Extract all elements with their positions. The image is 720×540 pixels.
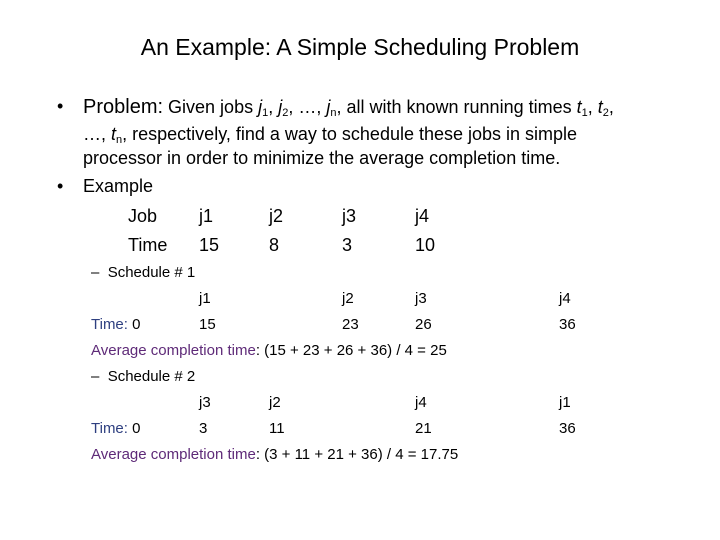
problem-label: Problem: xyxy=(83,96,164,118)
subscript: 2 xyxy=(602,107,609,119)
schedule-1-label: Schedule # 1 xyxy=(107,264,196,281)
time-start: 0 xyxy=(132,420,141,437)
table-cell-time-j2: 8 xyxy=(269,235,280,255)
subscript: 1 xyxy=(262,107,269,119)
job-symbol: j xyxy=(258,97,263,117)
schedule-1-time-4: 36 xyxy=(559,316,576,333)
schedule-2-job-1: j3 xyxy=(199,394,211,411)
average-label: Average completion time xyxy=(91,446,256,463)
table-cell-time-j4: 10 xyxy=(415,235,436,255)
time-label: Time: xyxy=(91,420,128,437)
bullet-example-marker: • xyxy=(57,176,64,196)
schedule-2-time-row-label xyxy=(91,420,140,437)
table-header-job: Job xyxy=(128,206,158,226)
table-header-j3: j3 xyxy=(342,206,357,226)
time-symbol: t xyxy=(597,97,603,117)
schedule-2-time-4: 36 xyxy=(559,420,576,437)
bullet-problem-marker: • xyxy=(57,96,64,116)
table-header-j4: j4 xyxy=(415,206,430,226)
schedule-1-time-row-label xyxy=(91,316,140,333)
comma: , xyxy=(608,97,614,117)
schedule-1-heading xyxy=(91,264,195,281)
table-row-label-time: Time xyxy=(128,235,168,255)
schedule-2-job-2: j2 xyxy=(269,394,281,411)
problem-line-2 xyxy=(83,124,577,145)
average-formula: : (3 + 11 + 21 + 36) / 4 = 17.75 xyxy=(255,446,459,463)
time-start: 0 xyxy=(132,316,141,333)
schedule-2-heading xyxy=(91,368,195,385)
problem-line-1 xyxy=(83,96,614,119)
subscript: 2 xyxy=(282,107,289,119)
dash: – xyxy=(91,264,100,281)
table-header-j2: j2 xyxy=(269,206,284,226)
comma: , xyxy=(268,97,279,117)
time-symbol: t xyxy=(111,124,117,144)
subscript: n xyxy=(116,134,123,146)
schedule-2-average xyxy=(91,446,458,463)
example-label: Example xyxy=(83,176,154,196)
schedule-2-time-3: 21 xyxy=(415,420,432,437)
subscript: n xyxy=(330,107,337,119)
comma: , xyxy=(587,97,598,117)
time-symbol: t xyxy=(576,97,582,117)
schedule-2-time-1: 3 xyxy=(199,420,208,437)
dash: – xyxy=(91,368,100,385)
average-formula: : (15 + 23 + 26 + 36) / 4 = 25 xyxy=(255,342,447,359)
time-label: Time: xyxy=(91,316,128,333)
ellipsis: , …, xyxy=(288,97,327,117)
problem-text-c: , respectively, find a way to schedule these jobs in simple xyxy=(122,124,578,144)
job-symbol: j xyxy=(326,97,331,117)
table-header-j1: j1 xyxy=(199,206,214,226)
average-label: Average completion time xyxy=(91,342,256,359)
schedule-1-time-1: 15 xyxy=(199,316,216,333)
schedule-2-time-2: 11 xyxy=(269,420,285,437)
problem-text-a: Given jobs xyxy=(163,97,259,117)
schedule-2-job-3: j4 xyxy=(415,394,427,411)
schedule-1-job-3: j3 xyxy=(415,290,427,307)
table-cell-time-j3: 3 xyxy=(342,235,353,255)
problem-line-3: processor in order to minimize the average completion time. xyxy=(83,148,561,168)
schedule-1-time-2: 23 xyxy=(342,316,359,333)
ellipsis: …, xyxy=(83,124,112,144)
slide-title: An Example: A Simple Scheduling Problem xyxy=(140,34,580,60)
schedule-1-average xyxy=(91,342,447,359)
subscript: 1 xyxy=(581,107,588,119)
schedule-2-job-4: j1 xyxy=(559,394,571,411)
schedule-1-job-1: j1 xyxy=(199,290,211,307)
job-symbol: j xyxy=(278,97,283,117)
schedule-1-job-4: j4 xyxy=(559,290,571,307)
schedule-1-time-3: 26 xyxy=(415,316,432,333)
schedule-1-job-2: j2 xyxy=(342,290,354,307)
schedule-2-label: Schedule # 2 xyxy=(107,368,196,385)
table-cell-time-j1: 15 xyxy=(199,235,220,255)
problem-text-b: , all with known running times xyxy=(336,97,577,117)
